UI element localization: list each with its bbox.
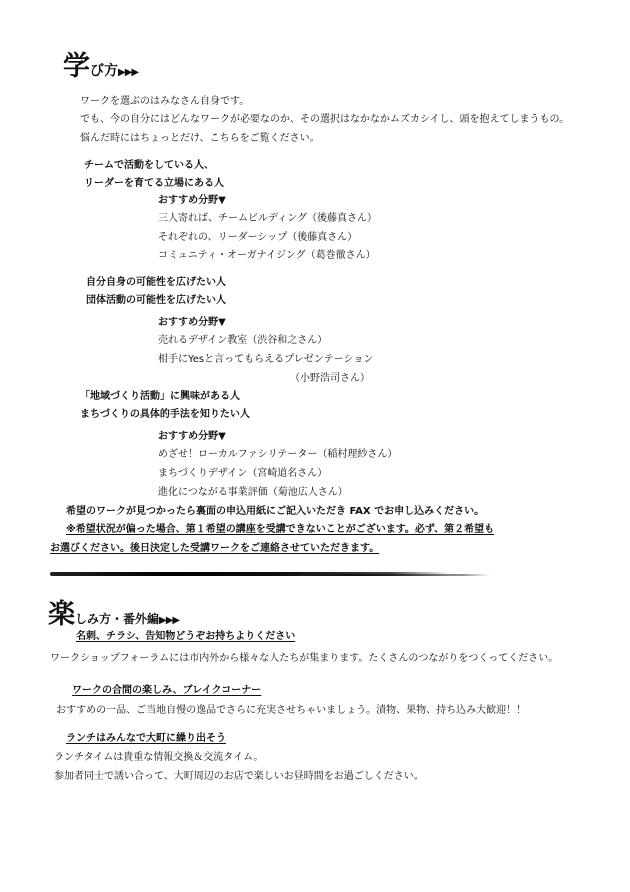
tip-body: ワークショップフォーラムには市内外から様々な人たちが集まります。たくさんのつながりをつくってください。 — [50, 653, 559, 664]
section-heading-tanoshimikata — [48, 592, 179, 631]
section-heading-manabikata — [63, 44, 138, 83]
workshop-item: めざせ！ローカルファシリテーター（稲村理紗さん） — [158, 449, 398, 460]
audience-line: リーダーを育てる立場にある人 — [84, 178, 224, 189]
intro-line: ワークを選ぶのはみなさん自身です。 — [80, 96, 250, 107]
audience-line: まちづくりの具体的手法を知りたい人 — [80, 409, 250, 420]
workshop-item: 三人寄れば、チームビルディング（後藤真さん） — [158, 213, 377, 224]
tip-body: 参加者同士で誘い合って、大町周辺のお店で楽しいお昼時間をお過ごしください。 — [54, 771, 424, 782]
audience-line: 「地域づくり活動」に興味がある人 — [80, 391, 240, 402]
recommend-label: おすすめ分野▼ — [158, 431, 226, 442]
workshop-item: （小野浩司さん） — [290, 373, 370, 384]
heading-rest: び方 — [90, 63, 118, 79]
tip-heading: ランチはみんなで大町に繰り出そう — [66, 733, 226, 744]
workshop-item: 進化につながる事業評価（菊池広人さん） — [158, 487, 348, 498]
intro-line: 悩んだ時にはちょっとだけ、こちらをご覧ください。 — [80, 133, 320, 144]
workshop-item: それぞれの、リーダーシップ（後藤真さん） — [158, 232, 358, 243]
warning-line: ※希望状況が偏った場合、第１希望の講座を受講できないことがございます。必ず、第２希望も — [66, 524, 495, 535]
heading-big-char: 楽 — [48, 599, 75, 630]
warning-line: お選びください。後日決定した受講ワークをご連絡させていただきます。 — [50, 543, 380, 554]
tip-body: ランチタイムは貴重な情報交換＆交流タイム。 — [54, 752, 264, 763]
audience-line: 自分自身の可能性を広げたい人 — [86, 277, 226, 288]
workshop-item: 相手にYesと言ってもらえるプレゼンテーション — [158, 354, 374, 365]
intro-line: でも、今の自分にはどんなワークが必要なのか、その選択はなかなかムズカシイし、頭を抱えてしまうもの。 — [80, 114, 570, 125]
heading-big-char: 学 — [63, 51, 90, 82]
workshop-item: 売れるデザイン教室（渋谷和之さん） — [158, 335, 328, 346]
audience-line: 団体活動の可能性を広げたい人 — [86, 295, 226, 306]
triple-arrow-icon: ▶▶▶ — [118, 67, 139, 78]
audience-line: チームで活動をしている人、 — [84, 160, 214, 171]
workshop-item: コミュニティ・オーガナイジング（葛巻徹さん） — [158, 250, 376, 261]
tip-body: おすすめの一品、ご当地自慢の逸品でさらに充実させちゃいましょう。漬物、果物、持ち込み大歓迎！！ — [56, 705, 527, 716]
recommend-label: おすすめ分野▼ — [158, 195, 226, 206]
triple-arrow-icon: ▶▶▶ — [159, 615, 180, 626]
heading-rest: しみ方・番外編 — [75, 612, 160, 626]
brush-divider-tail — [300, 574, 490, 576]
tip-heading: 名刺、チラシ、告知物どうぞお持ちよりください — [76, 631, 296, 642]
recommend-label: おすすめ分野▼ — [158, 317, 226, 328]
tip-heading: ワークの合間の楽しみ、ブレイクコーナー — [72, 685, 262, 696]
workshop-item: まちづくりデザイン（宮崎道名さん） — [158, 468, 328, 479]
apply-note: 希望のワークが見つかったら裏面の申込用紙にご記入いただき FAX でお申し込みください。 — [66, 506, 485, 517]
